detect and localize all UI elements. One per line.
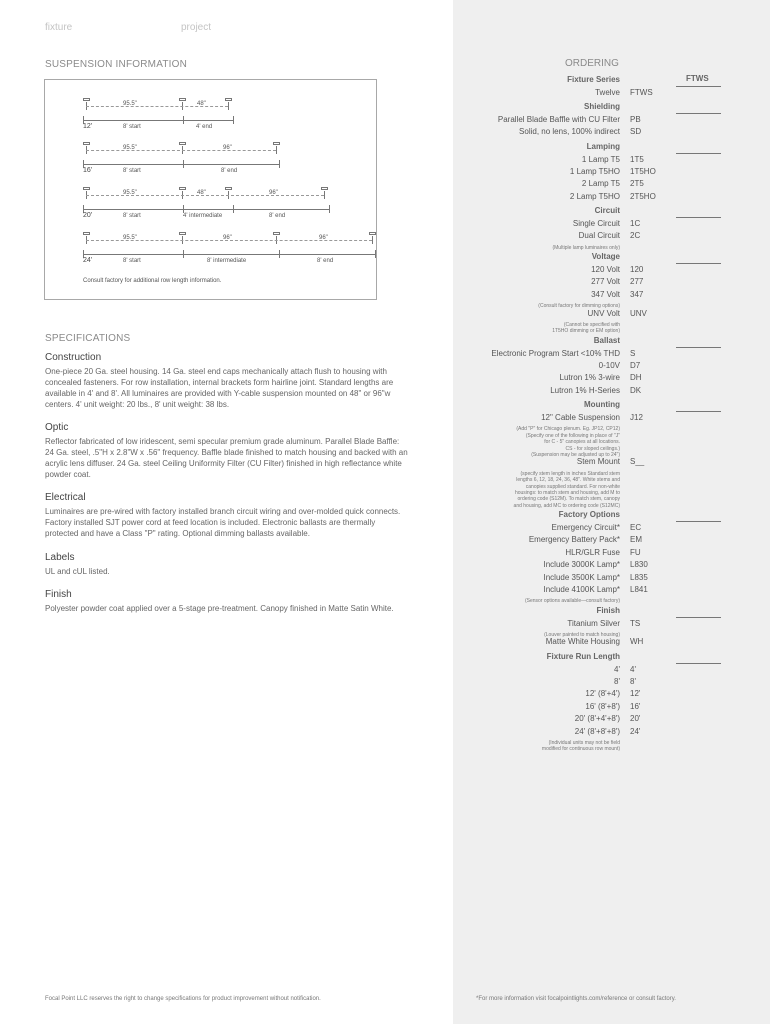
spec-text: Luminaires are pre-wired with factory installed branch circuit wiring and over-molded quick connects. Factory installed SJT power cord at feed location is included. Electronic ballasts are thermally protected and have a Class "P" rating. Optional dimming ballasts available.	[45, 507, 401, 538]
fixture-run-line	[83, 254, 375, 255]
ordering-group-heading: Circuit	[594, 206, 620, 216]
suspension-point	[179, 187, 186, 190]
dim-tick	[372, 236, 373, 244]
ordering-note: CS - for sloped ceilings.)	[565, 445, 620, 452]
dim-tick	[228, 102, 229, 110]
ordering-option-code: 2T5HO	[630, 191, 656, 201]
ordering-option-label: 20' (8'+4'+8')	[574, 714, 620, 724]
run-length: 24'	[83, 257, 93, 264]
series-code-header: FTWS	[686, 74, 709, 83]
spec-construction	[45, 352, 410, 410]
ordering-option-label: 120 Volt	[591, 265, 620, 274]
ordering-option-label: 347 Volt	[591, 289, 620, 299]
ordering-option-label: Include 3500K Lamp*	[543, 572, 620, 582]
suspension-point	[225, 98, 232, 101]
section-label: 4' intermediate	[183, 213, 223, 219]
ordering-group-heading: Factory Options	[558, 510, 620, 520]
fixture-label: fixture	[45, 22, 73, 33]
suspension-point	[369, 232, 376, 235]
ordering-group-heading: Shielding	[584, 102, 620, 112]
spec-text: Polyester powder coat applied over a 5-stage pre-treatment. Canopy finished in Matte Satin White.	[45, 604, 394, 613]
dim-label: 96"	[319, 235, 328, 241]
ordering-title: ORDERING	[565, 58, 619, 69]
ordering-option-label: Single Circuit	[572, 219, 620, 228]
run-length: 16'	[83, 167, 93, 174]
ordering-group-heading: Fixture Run Length	[546, 651, 620, 661]
ordering-option-code: TS	[630, 618, 641, 628]
spec-labels	[45, 552, 410, 577]
suspension-point	[179, 142, 186, 145]
joint-tick	[279, 160, 280, 168]
ordering-option-code: 4'	[630, 664, 636, 674]
ordering-option-code: 20'	[630, 714, 641, 724]
ordering-section	[453, 0, 770, 1024]
dimension-line	[86, 106, 228, 107]
ordering-group-heading: Finish	[596, 605, 620, 615]
joint-tick	[329, 205, 330, 213]
ordering-option-label: Dual Circuit	[578, 231, 620, 241]
ordering-option-label: Include 4100K Lamp*	[543, 585, 620, 594]
suspension-point	[83, 98, 90, 101]
ordering-option-label: Titanium Silver	[567, 618, 620, 628]
spec-heading: Construction	[45, 352, 102, 363]
dim-label: 96"	[223, 235, 232, 241]
ordering-option-label: 1 Lamp T5HO	[569, 167, 620, 176]
ordering-option-code: 16'	[630, 701, 641, 711]
section-label: 8' end	[221, 168, 238, 174]
footer-note: *For more information visit focalpointlights.com/reference or consult factory.	[476, 996, 676, 1002]
ordering-note: (Sensor options available—consult factory)	[524, 598, 620, 605]
suspension-point	[179, 232, 186, 235]
ordering-option-label: Lutron 1% H-Series	[550, 385, 620, 395]
dim-label: 95.5"	[123, 145, 137, 151]
run-length: 20'	[83, 212, 93, 219]
ordering-note: (Cannot be specified with	[563, 322, 620, 328]
spec-text: One-piece 20 Ga. steel housing. 14 Ga. steel end caps mechanically attach flush to housing with concealed fasteners. For row installation, internal brackets form hairline joint. Standard lengths are available in 4' and 8'. All luminaires are provided with Y-cable suspension mounted on 48" or 96"w centers. 4' unit weight: 20 lbs., 8' unit weight: 38 lbs.	[45, 367, 394, 409]
dimension-line	[86, 150, 276, 151]
ordering-option-code: DH	[630, 373, 642, 383]
ordering-option-label: HLR/GLR Fuse	[565, 547, 620, 557]
section-label: 8' end	[317, 258, 334, 264]
ordering-option-label: 2 Lamp T5HO	[569, 191, 620, 201]
ordering-note: (Add "P" for Chicago plenum. Eg. JP12, CP12)	[516, 426, 620, 433]
ordering-option-label: Matte White Housing	[545, 637, 620, 647]
ordering-option-code: S__	[630, 457, 645, 467]
suspension-point	[225, 187, 232, 190]
joint-tick	[183, 160, 184, 168]
dim-label: 95.5"	[123, 190, 137, 196]
ordering-option-code: 2T5	[630, 179, 644, 189]
run-length: 12'	[83, 123, 93, 130]
suspension-point	[179, 98, 186, 101]
ordering-note: modified for continuous row mount)	[541, 746, 620, 753]
ordering-option-label: 4'	[614, 664, 620, 674]
ordering-note: (Specify one of the following in place of "J"	[525, 432, 620, 439]
order-blank	[676, 217, 721, 218]
ordering-option-code: J12	[630, 413, 643, 422]
ordering-option-code: FU	[630, 547, 641, 557]
ordering-option-code: 12'	[630, 689, 641, 699]
ordering-group-heading: Ballast	[593, 335, 620, 345]
ordering-option-label: 277 Volt	[591, 277, 620, 287]
spec-finish	[45, 589, 410, 614]
ordering-option-code: L835	[630, 572, 648, 582]
ordering-note: and housing, add MC to ordering code (S12MC)	[513, 502, 620, 509]
ordering-note: ordering code (S12M). To match stem, canopy	[517, 496, 620, 503]
dim-tick	[324, 191, 325, 199]
ordering-option-label: Include 3000K Lamp*	[543, 560, 620, 570]
section-label: 8' start	[123, 168, 141, 174]
spec-heading: Optic	[45, 422, 69, 433]
joint-tick	[233, 205, 234, 213]
suspension-point	[83, 142, 90, 145]
ordering-option-code: 8'	[630, 677, 636, 686]
ordering-note: 1T5HO dimming or EM option)	[552, 328, 620, 335]
ordering-option-label: Solid, no lens, 100% indirect	[519, 127, 620, 137]
suspension-point	[273, 232, 280, 235]
ordering-option-label: Lutron 1% 3-wire	[559, 373, 620, 383]
section-label: 4' end	[196, 124, 213, 130]
ordering-option-label: 8'	[614, 677, 620, 686]
suspension-title: SUSPENSION INFORMATION	[45, 59, 188, 70]
ordering-option-code: DK	[630, 385, 642, 395]
ordering-group-heading: Fixture Series	[567, 75, 620, 84]
spec-optic	[45, 422, 410, 480]
dim-label: 48"	[197, 190, 206, 196]
dim-label: 96"	[269, 190, 278, 196]
ordering-note: (Multiple lamp luminaires only)	[552, 244, 620, 251]
specifications-title: SPECIFICATIONS	[45, 333, 131, 344]
ordering-option-code: 2C	[630, 231, 641, 241]
ordering-note: (Louver painted to match housing)	[544, 632, 620, 638]
joint-tick	[375, 250, 376, 258]
order-blank	[676, 86, 721, 87]
section-label: 8' intermediate	[207, 258, 247, 264]
suspension-point	[321, 187, 328, 190]
suspension-point	[273, 142, 280, 145]
ordering-option-label: 12' (8'+4')	[585, 689, 620, 699]
ordering-option-label: Emergency Battery Pack*	[528, 535, 620, 545]
suspension-point	[83, 187, 90, 190]
ordering-option-code: EM	[630, 535, 642, 545]
spec-electrical	[45, 492, 410, 539]
ordering-option-label: Stem Mount	[576, 457, 620, 467]
order-blank	[676, 263, 721, 264]
fixture-run-line	[83, 209, 329, 210]
ordering-option-label: UNV Volt	[587, 308, 620, 318]
footer-disclaimer: Focal Point LLC reserves the right to change specifications for product improvement without notification.	[45, 996, 321, 1002]
ordering-option-label: Emergency Circuit*	[551, 523, 620, 532]
spec-heading: Electrical	[45, 492, 86, 503]
ordering-group-heading: Lamping	[586, 141, 620, 151]
joint-tick	[279, 250, 280, 258]
ordering-option-code: 1C	[630, 219, 641, 228]
ordering-option-code: L830	[630, 560, 648, 570]
spec-heading: Finish	[45, 589, 72, 600]
joint-tick	[183, 205, 184, 213]
ordering-option-code: S	[630, 348, 636, 358]
ordering-note: (specify stem length in inches Standard stem	[520, 470, 620, 477]
ordering-option-code: 24'	[630, 726, 641, 736]
ordering-note: for C - 5" canopies at all locations.	[544, 439, 620, 446]
ordering-option-code: 120	[630, 265, 644, 274]
joint-tick	[233, 116, 234, 124]
ordering-option-code: 1T5	[630, 154, 644, 164]
joint-tick	[183, 116, 184, 124]
spec-heading: Labels	[45, 552, 75, 563]
order-blank	[676, 617, 721, 618]
ordering-option-label: 16' (8'+8')	[585, 701, 620, 711]
ordering-option-label: Electronic Program Start <10% THD	[491, 348, 620, 358]
dim-label: 96"	[223, 145, 232, 151]
suspension-diagram	[44, 79, 377, 300]
dim-label: 48"	[197, 101, 206, 107]
order-blank	[676, 113, 721, 114]
order-blank	[676, 663, 721, 664]
ordering-option-code: 347	[630, 289, 644, 299]
ordering-note: (Consult factory for dimming options)	[538, 303, 620, 310]
ordering-option-label: 12" Cable Suspension	[541, 413, 620, 422]
ordering-note: canopies supplied standard. For non-white	[525, 483, 620, 490]
ordering-group-heading: Mounting	[584, 400, 620, 410]
ordering-note: housings: to match stem and housing, add M to	[514, 490, 620, 496]
ordering-option-code: L841	[630, 585, 648, 594]
ordering-option-code: PB	[630, 115, 641, 124]
order-blank	[676, 153, 721, 154]
ordering-option-code: UNV	[630, 308, 647, 318]
consult-note: Consult factory for additional row length information.	[83, 278, 222, 284]
ordering-option-label: 0-10V	[598, 361, 620, 370]
fixture-run-line	[83, 164, 279, 165]
project-label: project	[181, 22, 212, 33]
order-blank	[676, 411, 721, 412]
ordering-option-label: 2 Lamp T5	[581, 179, 620, 189]
order-blank	[676, 347, 721, 348]
order-blank	[676, 521, 721, 522]
ordering-option-code: FTWS	[630, 87, 653, 97]
ordering-option-code: D7	[630, 361, 641, 370]
ordering-option-code: SD	[630, 127, 642, 137]
spec-text: UL and cUL listed.	[45, 567, 110, 576]
ordering-group-heading: Voltage	[591, 252, 620, 262]
joint-tick	[183, 250, 184, 258]
fixture-run-line	[83, 120, 233, 121]
section-label: 8' end	[269, 213, 286, 219]
dim-label: 95.5"	[123, 235, 137, 241]
section-label: 8' start	[123, 213, 141, 219]
ordering-note: (Individual units may not be field	[548, 740, 620, 746]
ordering-option-label: Twelve	[595, 87, 620, 97]
ordering-option-label: Parallel Blade Baffle with CU Filter	[497, 115, 620, 124]
section-label: 8' start	[123, 258, 141, 264]
ordering-option-label: 1 Lamp T5	[581, 154, 620, 164]
ordering-option-code: EC	[630, 523, 642, 532]
dim-tick	[276, 146, 277, 154]
spec-text: Reflector fabricated of low iridescent, semi specular premium grade aluminum. Parallel Blade Baffle: 24 Ga. steel, .5"H x 2.8"W x .56" frequency. Baffle blade finished to match housing and backed with an acrylic lens diffuser. 24 Ga. steel Ceiling Uniformity Filter (CU Filter) finished in high reflectance white powder coat.	[45, 437, 408, 479]
ordering-note: (Suspension may be adjusted up to 24")	[531, 452, 620, 458]
suspension-point	[83, 232, 90, 235]
ordering-note: lengths 6, 12, 18, 24, 36, 48". White stems and	[516, 477, 620, 484]
ordering-option-code: WH	[630, 637, 644, 647]
dim-label: 95.5"	[123, 101, 137, 107]
ordering-option-code: 1T5HO	[630, 167, 656, 176]
section-label: 8' start	[123, 124, 141, 130]
ordering-option-label: 24' (8'+8'+8')	[574, 726, 620, 736]
ordering-option-code: 277	[630, 277, 644, 287]
